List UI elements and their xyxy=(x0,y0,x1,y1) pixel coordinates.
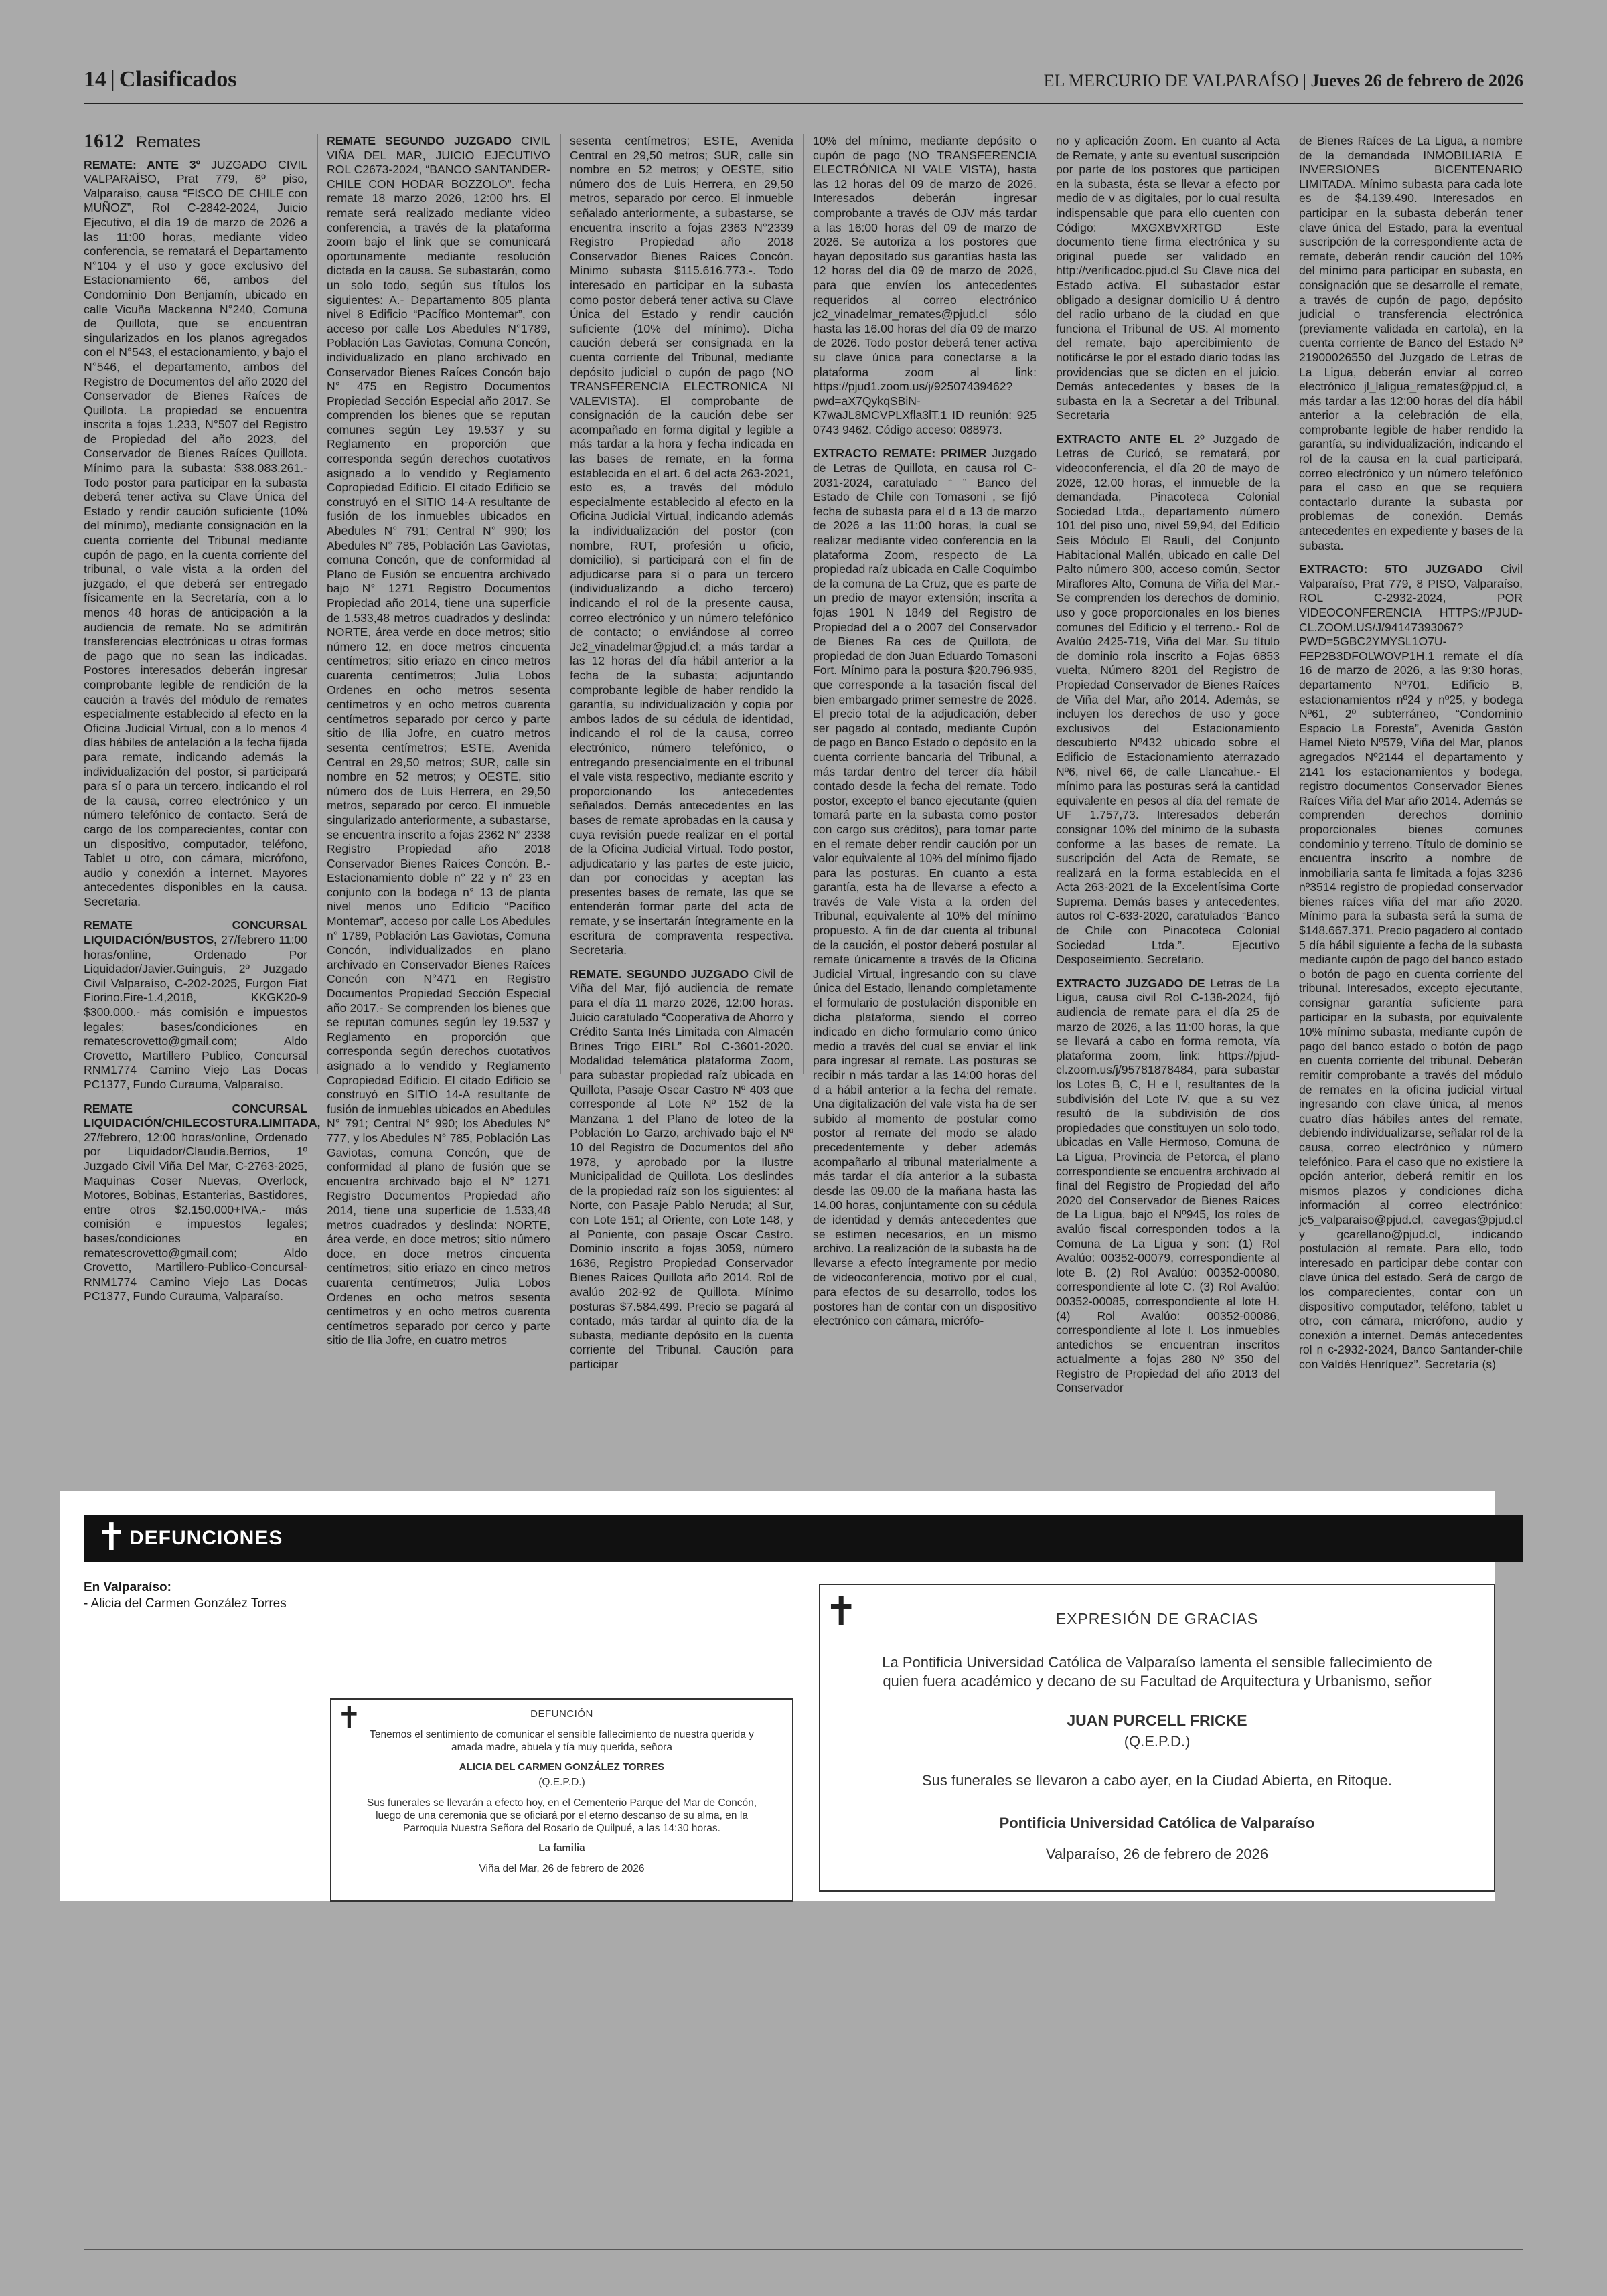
classifieds-columns xyxy=(84,130,1523,1395)
notice-text: 10% del mínimo, mediante depósito o cupón de pago (NO TRANSFERENCIA ELECTRÓNICA NI VALE VISTA), hasta las 12 horas del 09 de marzo de 2026. Interesados deberán ingresar comprobante a través de OJV más tardar a las 16:00 horas del 09 de marzo de 2026. Se autoriza a los postores que hayan depositado sus garantías hasta las 12 horas del día 09 de marzo de 2026, para que envíen los antecedentes requeridos al correo electrónico jc2_vinadelmar_remates@pjud.cl sólo hasta las 16.00 horas del día 09 de marzo de 2026. Todo postor deberá tener activa su clave única para conectarse a la plataforma zoom al link: https://pjud1.zoom.us/j/92507439462?pwd=aX7QykqSBiN-K7waJL8MCVPLXfla3lT.1 ID reunión: 925 0743 9462. Código acceso: 088973. xyxy=(813,134,1037,436)
qepd-label: (Q.E.P.D.) xyxy=(1124,1733,1191,1750)
notice-signature: Pontificia Universidad Católica de Valparaíso xyxy=(999,1815,1315,1831)
publication-date: Jueves 26 de febrero de 2026 xyxy=(1310,71,1523,90)
obituary-entry: - Alicia del Carmen González Torres xyxy=(84,1596,287,1611)
notice-text: no y aplicación Zoom. En cuanto al Acta de Remate, y ante su eventual suscripción por parte de los postores que participen en la subasta, ésta se llevar a efecto por medio de v as digitales, por lo cual resulta indispensable que para ello cuenten con Código: MXGXBVXRTGD Este documento tiene firma electrónica y su original puede ser validado en http://verificadoc.pjud.cl Su Clave nica del Estado activa. El subastador estar obligado a designar domicilio U á dentro del radio urbano de la ciudad en que funciona el Tribunal de US. Al momento del remate, bajo apercibimiento de notificárse le por el estado diario todas las providencias que se dicten en el juicio. Demás antecedentes y bases de la subasta en la a Secretar a del Tribunal. Secretaria xyxy=(1056,134,1280,422)
section-title: Clasificados xyxy=(119,67,237,92)
deceased-name: JUAN PURCELL FRICKE xyxy=(1067,1712,1247,1729)
notice-text: Civil de Viña del Mar, fijó audiencia de remate para el día 11 marzo 2026, 12:00 horas. Juicio caratulado “Cooperativa de Ahorro y Crédito Santa Inés Limitada con Almacén Brines Trigo EIRL” Rol C-3601-2020. Modalidad telemática plataforma Zoom, para subastar propiedad raíz ubicada en Quillota, Pasaje Oscar Castro Nº 403 que corresponde al Lote Nº 152 de la Manzana 1 del Plano de loteo de la Población Lo Garzo, archivado bajo el Nº 10 del Registro de Documentos del año 1978, y aprobado por la Ilustre Municipalidad de Quillota. Los deslindes de la propiedad raíz son los siguientes: al Norte, con Pasaje Pablo Neruda; al Sur, con Lote 151; al Oriente, con Lote 148, y al Poniente, con pasaje Oscar Castro. Dominio inscrito a fojas 3059, número 1636, Registro Propiedad Conservador Bienes Raíces Quillota año 2014. Rol de avalúo 202-92 de Quillota. Mínimo posturas $7.584.499. Precio se pagará al contado, más tardar al quinto día de la subasta, mediante depósito en la cuenta corriente del Tribunal. Caución para participar xyxy=(570,967,793,1371)
notice-text: sesenta centímetros; ESTE, Avenida Central en 29,50 metros; SUR, calle sin nombre en 52 metros; y OESTE, sitio número dos de Luis Herrera, en 29,50 metros, separado por cerco. El inmueble señalado anteriormente, a subastarse, se encuentra inscrito a fojas 2363 N°2339 Registro Propiedad año 2018 Conservador Bienes Raíces Concón. Mínimo subasta $115.616.773.-. Todo interesado en participar en la subasta como postor deberá tener activa su Clave Única del Estado y rendir caución suficiente (10% del mínimo). Dicha caución deberá ser consignada en la cuenta corriente del Tribunal, mediante depósito judicial o cupón de pago (NO TRANSFERENCIA ELECTRONICA NI VALEVISTA). El comprobante de consignación de la caución debe ser acompañado en forma digital y legible a más tardar a la hora y fecha indicada en las bases de remate, en la forma establecida en el art. 6 del acta 263-2021, esto es, a través del módulo especialmente establecido al efecto en la Oficina Judicial Virtual, indicando además la individualización del postor (con nombre, RUT, profesión u oficio, domicilio), si participará con el fin de adjudicarse para sí o para un tercero (individualizando a dicho tercero) indicando el rol de la presente causa, correo electrónico y un número telefónico de contacto; o enviándose al correo Jc2_vinadelmar@pjud.cl; a más tardar a las 12 horas del día hábil anterior a la fecha de la subasta; adjuntando comprobante legible de haber rendido la garantía, su individualización y copia por ambos lados de su cédula de identidad, indicando el rol de la causa, correo electrónico, número telefónico, o entregando presencialmente en el tribunal el vale vista respectivo, mediante escrito y proporcionando los antecedentes señalados. Demás antecedentes en las bases de remate aprobadas en la causa y cuya revisión puede realizar en el portal de la Oficina Judicial Virtual. Todo postor, adjudicatario y las partes de este juicio, dan por conocidas y aceptan las presentes bases de remate, las que se entenderán formar parte del acta de remate, y se insertarán íntegramente en la escritura de compraventa respectiva. Secretaria. xyxy=(570,134,793,957)
gratitude-notice-text: La Pontificia Universidad Católica de Valparaíso lamenta el sensible fallecimiento de quien fuera académico y decano de su Facultad de Arquitectura y Urbanismo, señor xyxy=(882,1654,1432,1690)
column-6 xyxy=(1299,134,1523,1371)
notice-text: 27/febrero 11:00 horas/online, Ordenado Por Liquidador/Javier.Guinguis, 2º Juzgado Civil Valparaíso, C-202-2025, Furgon Fiat Fiorino.Fire-1.4,2018, KKGK20-9 $300.000.- más comisión e impuestos legales; bases/condiciones en rematescrovetto@gmail.com; Aldo Crovetto, Martillero Publico, Concursal RNM1774 Camino Viejo Las Docas PC1377, Fundo Curauma, Valparaíso. xyxy=(84,933,308,1091)
obituaries-city: En Valparaíso: xyxy=(84,1580,171,1594)
notice xyxy=(570,134,793,958)
notice xyxy=(84,158,307,910)
column-divider xyxy=(560,134,561,1074)
funeral-details: Sus funerales se llevarán a efecto hoy, en el Cementerio Parque del Mar de Concón, luego de una ceremonia que se oficiará por el eterno descanso de su alma, en la Parroquia Nuestra Señora del Rosario de Quilpué, a las 14:30 horas. xyxy=(366,1797,757,1834)
notice xyxy=(570,967,793,1372)
classified-section-name: Remates xyxy=(136,133,201,151)
funeral-details: Sus funerales se llevaron a cabo ayer, en la Ciudad Abierta, en Ritoque. xyxy=(921,1772,1392,1789)
notice xyxy=(327,134,550,1348)
page-header xyxy=(84,64,1523,104)
notice-signature: La familia xyxy=(538,1842,585,1854)
notice xyxy=(84,1101,321,1304)
notice xyxy=(1056,134,1280,423)
gratitude-notice-card xyxy=(819,1584,1495,1892)
column-4 xyxy=(813,134,1037,1328)
column-2 xyxy=(327,134,550,1347)
notice-text: 2º Juzgado de Letras de Curicó, se rematará, por videoconferencia, el día 20 de mayo de 2026, 12.00 horas, el inmueble de la demandada, Pinacoteca Colonial Sociedad Ltda., departamento número 101 del piso uno, nivel 59,94, del Edificio Seis Módulo El Raulí, del Conjunto Habitacional Mallén, ubicado en calle Del Palto número 300, acceso común, Sector Miraflores Alto, Comuna de Viña del Mar.- Se comprenden los derechos de dominio, uso y goce proporcionales en los bienes comunes del Edificio y el terreno.- Rol de Avalúo 2425-719, Viña del Mar. Su título de dominio rola inscrito a Fojas 6853 vuelta, Número 8201 del Registro de Propiedad Conservador de Bienes Raíces de Viña del Mar, año 2014. Además, se incluyen los derechos de uso y goce exclusivos del Estacionamiento descubierto Nº432 ubicado sobre el Edificio de Estacionamiento aterrazado Nº6, nivel 66, de calle Llancahue.- El mínimo para las posturas será la cantidad equivalente en pesos al día del remate de UF 1.757,73. Interesados deberán consignar 10% del mínimo de la subasta conforme a las bases de remate. La suscripción del Acta de Remate, se realizará en la forma establecida en el Acta 263-2021 de la Excelentísima Corte Suprema. Demás bases y antecedentes, autos rol C-633-2020, caratulados “Banco de Chile con Pinacoteca Colonial Sociedad Ltda.”. Ejecutivo Desposeimiento. Secretario. xyxy=(1056,432,1280,967)
notice-lead: EXTRACTO REMATE: PRIMER xyxy=(813,446,987,461)
notice-lead: REMATE: ANTE 3º xyxy=(84,157,201,171)
deceased-name: ALICIA DEL CARMEN GONZÁLEZ TORRES xyxy=(459,1761,665,1773)
classified-section-number: 1612 xyxy=(84,130,124,152)
notice-lead: REMATE. SEGUNDO JUZGADO xyxy=(570,967,749,981)
death-notice-text: Tenemos el sentimiento de comunicar el sensible fallecimiento de nuestra querida y amada madre, abuela y tía muy querida, señora xyxy=(370,1729,754,1753)
obituaries-title: DEFUNCIONES xyxy=(129,1527,283,1549)
latin-cross-icon: ✝ xyxy=(337,1701,362,1735)
publication-name: EL MERCURIO DE VALPARAÍSO xyxy=(1043,71,1299,90)
notice-place-date: Valparaíso, 26 de febrero de 2026 xyxy=(1045,1846,1269,1862)
qepd-label: (Q.E.P.D.) xyxy=(538,1777,585,1788)
classified-section-header xyxy=(84,130,307,152)
notice xyxy=(813,134,1037,437)
notice xyxy=(1056,432,1280,967)
notice xyxy=(1299,562,1523,1372)
notice-lead: REMATE CONCURSAL LIQUIDACIÓN/CHILECOSTURA.LIMITADA, xyxy=(84,1101,321,1130)
notice-lead: EXTRACTO: 5TO JUZGADO xyxy=(1299,562,1483,576)
column-1 xyxy=(84,130,321,1303)
notice xyxy=(1056,977,1280,1396)
notice-lead: EXTRACTO ANTE EL xyxy=(1056,432,1185,446)
obituaries-header xyxy=(84,1515,1523,1562)
column-divider xyxy=(317,134,318,1074)
notice-text: Letras de La Ligua, causa civil Rol C-138-2024, fijó audiencia de remate para el día 25 de marzo de 2026, a las 11:00 horas, la que se llevará a cabo en forma remota, vía plataforma zoom, link: https://pjud-cl.zoom.us/j/95781878484, para subastar los Lotes B, C, H e I, resultantes de la subdivisión del Lote IV, que a su vez resultó de la subdivisión de dos propiedades que constituyen un solo todo, ubicadas en Valle Hermoso, Comuna de La Ligua, Provincia de Petorca, el plano correspondiente se encuentra archivado al final del Registro de Propiedad del año 2020 del Conservador de Bienes Raíces de La Ligua, bajo el Nº945, los roles de avalúo fiscal corresponden todos a la Comuna de La Ligua y son: (1) Rol Avalúo: 00352-00079, correspondiente al lote B. (2) Rol Avalúo: 00352-00080, correspondiente al lote C. (3) Rol Avalúo: 00352-00085, correspondiente al lote H. (4) Rol Avalúo: 00352-00086, correspondiente al lote I. Los inmuebles antedichos se encuentran inscritos actualmente a fojas 280 Nº 350 del Registro de Propiedad del año 2013 del Conservador xyxy=(1056,976,1280,1395)
gratitude-notice-title: EXPRESIÓN DE GRACIAS xyxy=(1055,1610,1259,1627)
notice-place-date: Viña del Mar, 26 de febrero de 2026 xyxy=(479,1863,645,1874)
column-5 xyxy=(1056,134,1280,1395)
notice xyxy=(813,446,1037,1328)
notice-lead: REMATE CONCURSAL LIQUIDACIÓN/BUSTOS, xyxy=(84,918,307,947)
notice-text: Juzgado de Letras de Quillota, en causa rol C-2031-2024, caratulado “ ” Banco del Estado de Chile con Tomasoni , se fijó fecha de subasta para el d a 13 de marzo de 2026 a las 11:00 horas, la cual se realizar mediante video conferencia en la plataforma Zoom, respecto de La propiedad raíz ubicada en Calle Coquimbo de la comuna de La Cruz, que es parte de un predio de mayor extensión; inscrita a fojas 1901 N 1849 del Registro de Propiedad del a o 2007 del Conservador de Bienes Ra ces de Quillota, de propiedad de don Juan Eduardo Tomasoni Fort. Mínimo para la postura $20.796.935, que corresponde a la tasación fiscal del bien embargado primer semestre de 2026. El precio total de la adjudicación, deber ser pagado al contado, mediante Cupón de pago en Banco Estado o depósito en la cuenta corriente bancaria del Tribunal, a más tardar dentro del tercer día hábil contado desde la fecha del remate. Todo postor, excepto el banco ejecutante (quien tomará parte en la subasta como postor con cargo sus créditos), para tomar parte en el remate deber rendir caución por un valor equivalente al 10% del mínimo fijado para las posturas. En cuanto a esta garantía, esta ha de llevarse a efecto a través de Vale Vista a la orden del Tribunal, equivalente al 10% del mínimo propuesto. A fin de dar cuenta al tribunal de la caución, el postor deberá postular al remate únicamente a través de la Oficina Judicial Virtual, ingresando con su clave única del Estado, llenando completamente el formulario de postulación disponible en dicha plataforma, siendo el correo indicado en dicho formulario como único medio a través del cual se enviar el link para ingresar al remate. Las posturas se recibir n más tardar a las 14:00 horas del d a hábil anterior a la fecha del remate. Una digitalización del vale vista ha de ser subido al momento de postular como postor al remate del modo se alado precedentemente y deber además acompañarlo al tribunal materialmente a más tardar el día anterior a la subasta desde las 09.00 de la mañana hasta las 14.00 horas, conjuntamente con su cédula de identidad y demás antecedentes que se estimen necesarios, en un mismo archivo. La realización de la subasta ha de llevarse a efecto íntegramente por medio de videoconferencia, motivo por el cual, para efectos de su desarrollo, todos los postores han de contar con un dispositivo electrónico con cámara, micrófo- xyxy=(813,446,1037,1328)
notice-text: de Bienes Raíces de La Ligua, a nombre de la demandada INMOBILIARIA E INVERSIONES BICENTENARIO LIMITADA. Mínimo subasta para cada lote es de $4.139.490. Interesados en participar en la subasta deberán tener clave única del Estado, para la eventual suscripción de la correspondiente acta de remate, deberán rendir caución del 10% del mínimo para participar en subasta, en consignación que se desarrolle el remate, a través de cupón de pago, depósito judicial o transferencia electrónica (previamente validada en cartola), en la cuenta corriente de Banco del Estado Nº 21900026550 del Juzgado de Letras de La Ligua, deberán enviar al correo electrónico jl_laligua_remates@pjud.cl, a más tardar a las 12:00 horas del día hábil anterior a la celebración de ella, comprobante legible de haber rendido la garantía, su individualización, indicando el rol de la causa en la cual participará, correo electrónico y un número telefónico para el caso en que se requiera contactarlo durante la subasta por problemas de conexión. Demás antecedentes en expediente y bases de la subasta. xyxy=(1299,134,1523,552)
notice xyxy=(84,918,307,1092)
death-notice-card xyxy=(330,1698,793,1902)
notice-text: CIVIL VIÑA DEL MAR, JUICIO EJECUTIVO ROL C2673-2024, “BANCO SANTANDER-CHILE CON HODAR BOZZOLO”. fecha remate 18 marzo 2026, 12:00 hrs. El remate será realizado mediante video conferencia, a través de la plataforma zoom bajo el link que se comunicará oportunamente mediante resolución dictada en la causa. Se subastarán, como un solo todo, según sus títulos los siguientes: A.- Departamento 805 planta nivel 8 Edificio “Pacífico Montemar”, con acceso por calle Los Abedules N°1789, Población Las Gaviotas, Comuna Concón, individualizado en plano archivado en Conservador Bienes Raíces Concón bajo N° 475 en Registro Documentos Propiedad Sección Especial año 2017. Se comprenden los bienes que se reputan comunes según Ley 19.537 y su Reglamento en proporción que corresponda según derechos cuotativos asignado a lo vendido y Reglamento Copropiedad Edificio. El citado Edificio se construyó en el SITIO 14-A resultante de fusión de los inmuebles ubicados en Abedules N° 791; Central N° 990; los Abedules N° 785, Población Las Gaviotas, comuna Concón, que de conformidad al Plano de Fusión se encuentra archivado bajo N° 1271 Registro Documentos Propiedad año 2014, tiene una superficie de 1.533,48 metros cuadrados y deslinda: NORTE, área verde en doce metros; sitio número 12, en doce metros cincuenta centímetros; sitio eriazo en cinco metros cuarenta centímetros; Julia Lobos Ordenes en ocho metros sesenta centímetros y en ocho metros cuarenta centímetros separado por cerco y parte sitio de Ilia Jofre, en cuatro metros sesenta centímetros; ESTE, Avenida Central en 29,50 metros; SUR, calle sin nombre en 52 metros; y OESTE, sitio número dos de Luis Herrera, en 29,50 metros, separado por cerco. El inmueble singularizado anteriormente, a subastarse, se encuentra inscrito a fojas 2362 N° 2338 Registro Propiedad año 2018 Conservador Bienes Raíces Concón. B.- Estacionamiento doble n° 22 y n° 23 en conjunto con la bodega n° 13 de planta nivel menos uno Edificio “Pacífico Montemar”, acceso por calle Los Abedules n° 1789, Población Las Gaviotas, Comuna Concón, individualizados en plano archivado en Conservador Bienes Raíces Concón con N°471 en Registro Documentos Propiedad Sección Especial año 2017.- Se comprenden los bienes que se reputan comunes según ley 19.537 y Reglamento en proporción que corresponda según derechos cuotativos asignado a lo vendido y Reglamento Copropiedad Edificio. El citado Edificio se construyó en SITIO 14-A resultante de fusión de inmuebles ubicados en Abedules N° 791; Central N° 990; los Abedules N° 777, y los Abedules N° 785, Población Las Gaviotas, comuna Concón, que de conformidad al plano de fusión que se encuentra archivado bajo el N° 1271 Registro Documentos Propiedad año 2014, tiene una superficie de 1.533,48 metros cuadrados y deslinda: NORTE, área verde, en doce metros; sitio número doce, en doce metros cincuenta centímetros; sitio eriazo en cinco metros cuarenta centímetros; Julia Lobos Ordenes en ocho metros sesenta centímetros y en ocho metros cuarenta centímetros separado por cerco y parte sitio de Ilia Jofre, en cuatro metros xyxy=(327,134,550,1347)
publication-info: EL MERCURIO DE VALPARAÍSO | Jueves 26 de febrero de 2026 xyxy=(1043,71,1523,90)
page-bottom-rule xyxy=(84,2249,1523,2250)
notice-text: JUZGADO CIVIL VALPARAÍSO, Prat 779, 6º piso, Valparaíso, causa “FISCO DE CHILE con MUÑOZ”, Rol C-2842-2024, Juicio Ejecutivo, el día 19 de marzo de 2026 a las 11:00 horas, mediante video conferencia, se rematará el Departamento N°104 y el uso y goce exclusivo del Estacionamiento 66, ambos del Condominio Don Benjamín, ubicado en calle Vicuña Mackenna N°240, Comuna de Quillota, que se encuentran singularizados en los planos agregados con el N°543, el estacionamiento, y bajo el N°546, el departamento, ambos del Registro de Documentos del año 2020 del Conservador de Bienes Raíces de Quillota. La propiedad se encuentra inscrita a fojas 1.233, N°507 del Registro de Propiedad del año 2023, del Conservador de Bienes Raíces Quillota. Mínimo para la subasta: $38.083.261.- Todo postor para participar en la subasta deberá tener activa su Clave Única del Estado y rendir caución suficiente (10% del mínimo), mediante consignación en la cuenta corriente del Tribunal mediante cupón de pago, en la cuenta corriente del tribunal, o vale vista a la orden del juzgado, el que deberá ser entregado físicamente en la Secretaría, con a lo menos 48 horas de anticipación a la audiencia de remate. No se admitirán transferencias electrónicas u otras formas de pago que no sean las indicadas. Postores interesados deberán ingresar comprobante legible de rendición de la caución a través del módulo de remates especialmente establecido al efecto en la Oficina Judicial Virtual, con a lo menos 4 días hábiles de antelación a la fecha fijada para remate, indicando además la individualización del postor, si participará para sí o para un tercero, indicando el rol de la causa, correo electrónico y un número telefónico de contacto. Será de cargo de los comparecientes, contar con un dispositivo, computador, teléfono, Tablet u otro, con cámara, micrófono, audio y conexión a internet. Mayores antecedentes disponibles en la causa. Secretaria. xyxy=(84,157,308,908)
notice-text: Civil Valparaíso, Prat 779, 8 PISO, Valparaíso, ROL C-2932-2024, POR VIDEOCONFERENCIA HTTPS://PJUD-CL.ZOOM.US/J/94147393067?PWD=5GBC2YMYSL1O7U-FEP2B3DFOLWOVP1H.1 remate el día 16 de marzo de 2026, a las 9:30 horas, departamento Nº701, Edificio B, estacionamientos nº24 y nº25, y bodega Nº61, 2º subterráneo, “Condominio Espacio La Foresta”, Avenida Gastón Hamel Nieto Nº579, Viña del Mar, planos agregados Nº2144 el departamento y 2141 los estacionamientos y bodega, registro documentos Conservador Bienes Raíces Viña del Mar año 2014. Además se comprenden derechos dominio proporcionales bienes comunes condominio y terreno. Título de dominio se encuentra inscrito a nombre de inmobiliaria santa fe limitada a fojas 3236 nº3514 registro de propiedad conservador bienes raíces viña del mar año 2020. Mínimo para la subasta será la suma de $148.667.371. Precio pagadero al contado 5 día hábil siguiente a fecha de la subasta mediante cupón de pago del banco estado o botón de pago en cuenta corriente del tribunal. Interesados, excepto ejecutante, consignar garantía suficiente para participar en la subasta, por equivalente 10% mínimo subasta, mediante cupón de pago del banco estado o botón de pago en cuenta corriente del tribunal. Deberán remitir comprobante a través del módulo de remates en la oficina judicial virtual ingresando con clave única, al menos cuatro días hábiles antes del remate, debiendo individualizarse, señalar rol de la causa, correo electrónico y número telefónico. Para el caso que no existiere la opción anterior, deberá remitir en los mismos plazos y condiciones dicha información al correo electrónico: jc5_valparaiso@pjud.cl, cavegas@pjud.cl y gcarellano@pjud.cl, indicando postulación al remate. Para ello, todo interesado en participar debe contar con clave única del estado. Será de cargo de los comparecientes, contar con un dispositivo computador, teléfono, tablet u otro, con cámara, micrófono, audio y conexión a internet. Demás antecedentes rol n c-2932-2024, Banco Santander-chile con Valdés Henríquez”. Secretaría (s) xyxy=(1299,562,1523,1371)
notice-lead: REMATE SEGUNDO JUZGADO xyxy=(327,134,512,147)
notice-text: 27/febrero, 12:00 horas/online, Ordenado por Liquidador/Claudia.Berrios, 1º Juzgado Civil Viña Del Mar, C-2763-2025, Maquinas Coser Nuevas, Overlock, Motores, Bobinas, Estanterias, Bastidores, entre otros $2.150.000+IVA.- más comisión e impuestos legales; bases/condiciones en rematescrovetto@gmail.com; Aldo Crovetto, Martillero-Publico-Concursal-RNM1774 Camino Viejo Las Docas PC1377, Fundo Curauma, Valparaíso. xyxy=(84,1130,307,1303)
death-notice-kind: DEFUNCIÓN xyxy=(530,1708,593,1720)
latin-cross-icon: ✝ xyxy=(824,1588,858,1635)
latin-cross-icon: ✝ xyxy=(96,1515,127,1559)
notice-lead: EXTRACTO JUZGADO DE xyxy=(1056,976,1205,990)
column-3 xyxy=(570,134,793,1371)
page-section-label: 14 | Clasificados xyxy=(84,67,237,92)
page-number: 14 xyxy=(84,67,106,92)
obituaries-list xyxy=(84,1580,287,1612)
notice xyxy=(1299,134,1523,553)
